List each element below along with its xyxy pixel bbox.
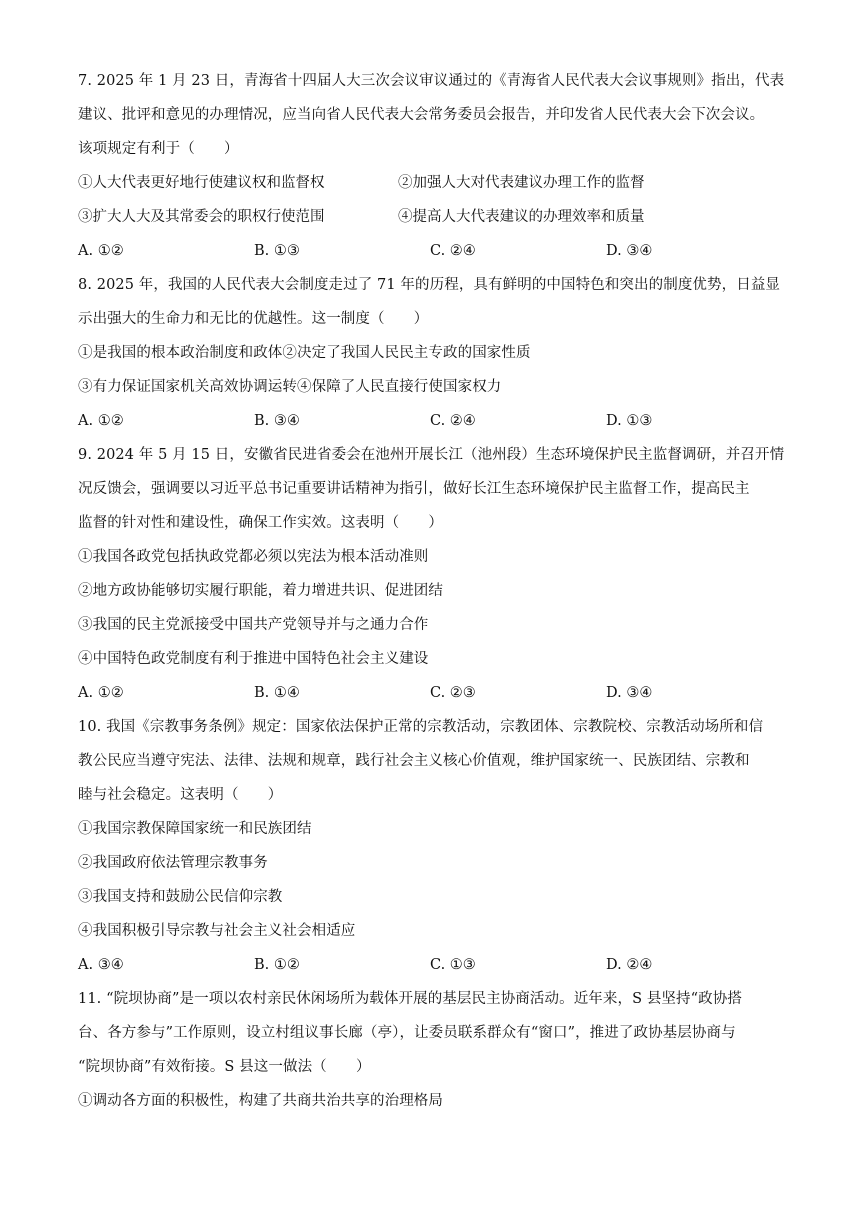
question-10-option-2: ②我国政府依法管理宗教事务 bbox=[78, 855, 268, 871]
exam-page bbox=[78, 64, 786, 1118]
question-8-options-line-1: ①是我国的根本政治制度和政体②决定了我国人民民主专政的国家性质 bbox=[78, 345, 531, 361]
question-7-stem-line-3: 该项规定有利于（ ） bbox=[78, 141, 239, 157]
question-8 bbox=[78, 268, 786, 438]
question-7-stem-line-2: 建议、批评和意见的办理情况，应当向省人民代表大会常务委员会报告，并印发省人民代表大会下次会议。 bbox=[78, 107, 765, 123]
question-9-stem-line-3: 监督的针对性和建设性，确保工作实效。这表明（ ） bbox=[78, 515, 443, 531]
question-11-stem-line-3: “院坝协商”有效衔接。S 县这一做法（ ） bbox=[78, 1059, 371, 1075]
question-7 bbox=[78, 64, 786, 268]
question-10-choice-d: D. ②④ bbox=[606, 957, 653, 973]
question-7-choice-b: B. ①③ bbox=[254, 243, 300, 259]
question-7-option-1: ①人大代表更好地行使建议权和监督权 bbox=[78, 175, 325, 191]
question-9 bbox=[78, 438, 786, 710]
question-7-stem-line-1: 7. 2025 年 1 月 23 日，青海省十四届人大三次会议审议通过的《青海省人民代表大会议事规则》指出，代表 bbox=[78, 73, 785, 89]
question-11-option-1: ①调动各方面的积极性，构建了共商共治共享的治理格局 bbox=[78, 1093, 443, 1109]
question-9-stem-line-1: 9. 2024 年 5 月 15 日，安徽省民进省委会在池州开展长江（池州段）生态环境保护民主监督调研，并召开情 bbox=[78, 447, 785, 463]
question-8-choices bbox=[78, 404, 786, 438]
question-7-option-4: ④提高人大代表建议的办理效率和质量 bbox=[398, 209, 645, 225]
question-7-options-row-1 bbox=[78, 166, 786, 200]
question-9-choice-b: B. ①④ bbox=[254, 685, 300, 701]
question-9-option-4: ④中国特色政党制度有利于推进中国特色社会主义建设 bbox=[78, 651, 429, 667]
question-11 bbox=[78, 982, 786, 1118]
question-9-option-3: ③我国的民主党派接受中国共产党领导并与之通力合作 bbox=[78, 617, 429, 633]
question-7-choice-d: D. ③④ bbox=[606, 243, 653, 259]
question-8-choice-d: D. ①③ bbox=[606, 413, 653, 429]
question-11-stem-line-1: 11. “院坝协商”是一项以农村亲民休闲场所为载体开展的基层民主协商活动。近年来，S 县坚持“政协搭 bbox=[78, 991, 742, 1007]
question-11-stem-line-2: 台、各方参与”工作原则，设立村组议事长廊（亭），让委员联系群众有“窗口”，推进了政协基层协商与 bbox=[78, 1025, 736, 1041]
question-8-choice-b: B. ③④ bbox=[254, 413, 300, 429]
question-9-choices bbox=[78, 676, 786, 710]
question-10-stem-line-3: 睦与社会稳定。这表明（ ） bbox=[78, 787, 283, 803]
question-10-choice-c: C. ①③ bbox=[430, 957, 476, 973]
question-9-choice-a: A. ①② bbox=[78, 685, 124, 701]
question-10-option-3: ③我国支持和鼓励公民信仰宗教 bbox=[78, 889, 283, 905]
question-9-choice-d: D. ③④ bbox=[606, 685, 653, 701]
question-10-stem-line-2: 教公民应当遵守宪法、法律、法规和规章，践行社会主义核心价值观，维护国家统一、民族团结、宗教和 bbox=[78, 753, 750, 769]
question-7-option-3: ③扩大人大及其常委会的职权行使范围 bbox=[78, 209, 325, 225]
question-10 bbox=[78, 710, 786, 982]
question-9-option-1: ①我国各政党包括执政党都必须以宪法为根本活动准则 bbox=[78, 549, 429, 565]
question-10-choice-b: B. ①② bbox=[254, 957, 300, 973]
question-7-choice-c: C. ②④ bbox=[430, 243, 476, 259]
question-7-choice-a: A. ①② bbox=[78, 243, 124, 259]
question-10-stem-line-1: 10. 我国《宗教事务条例》规定：国家依法保护正常的宗教活动，宗教团体、宗教院校、宗教活动场所和信 bbox=[78, 719, 764, 735]
question-10-option-1: ①我国宗教保障国家统一和民族团结 bbox=[78, 821, 312, 837]
question-10-choice-a: A. ③④ bbox=[78, 957, 124, 973]
question-7-options-row-2 bbox=[78, 200, 786, 234]
question-8-stem-line-1: 8. 2025 年，我国的人民代表大会制度走过了 71 年的历程，具有鲜明的中国特色和突出的制度优势，日益显 bbox=[78, 277, 781, 293]
question-10-choices bbox=[78, 948, 786, 982]
question-8-stem-line-2: 示出强大的生命力和无比的优越性。这一制度（ ） bbox=[78, 311, 429, 327]
question-9-option-2: ②地方政协能够切实履行职能，着力增进共识、促进团结 bbox=[78, 583, 443, 599]
question-9-choice-c: C. ②③ bbox=[430, 685, 476, 701]
question-7-choices bbox=[78, 234, 786, 268]
question-10-option-4: ④我国积极引导宗教与社会主义社会相适应 bbox=[78, 923, 356, 939]
question-8-choice-a: A. ①② bbox=[78, 413, 124, 429]
question-8-choice-c: C. ②④ bbox=[430, 413, 476, 429]
question-9-stem-line-2: 况反馈会，强调要以习近平总书记重要讲话精神为指引，做好长江生态环境保护民主监督工作，提高民主 bbox=[78, 481, 750, 497]
question-7-option-2: ②加强人大对代表建议办理工作的监督 bbox=[398, 175, 645, 191]
question-8-options-line-2: ③有力保证国家机关高效协调运转④保障了人民直接行使国家权力 bbox=[78, 379, 502, 395]
